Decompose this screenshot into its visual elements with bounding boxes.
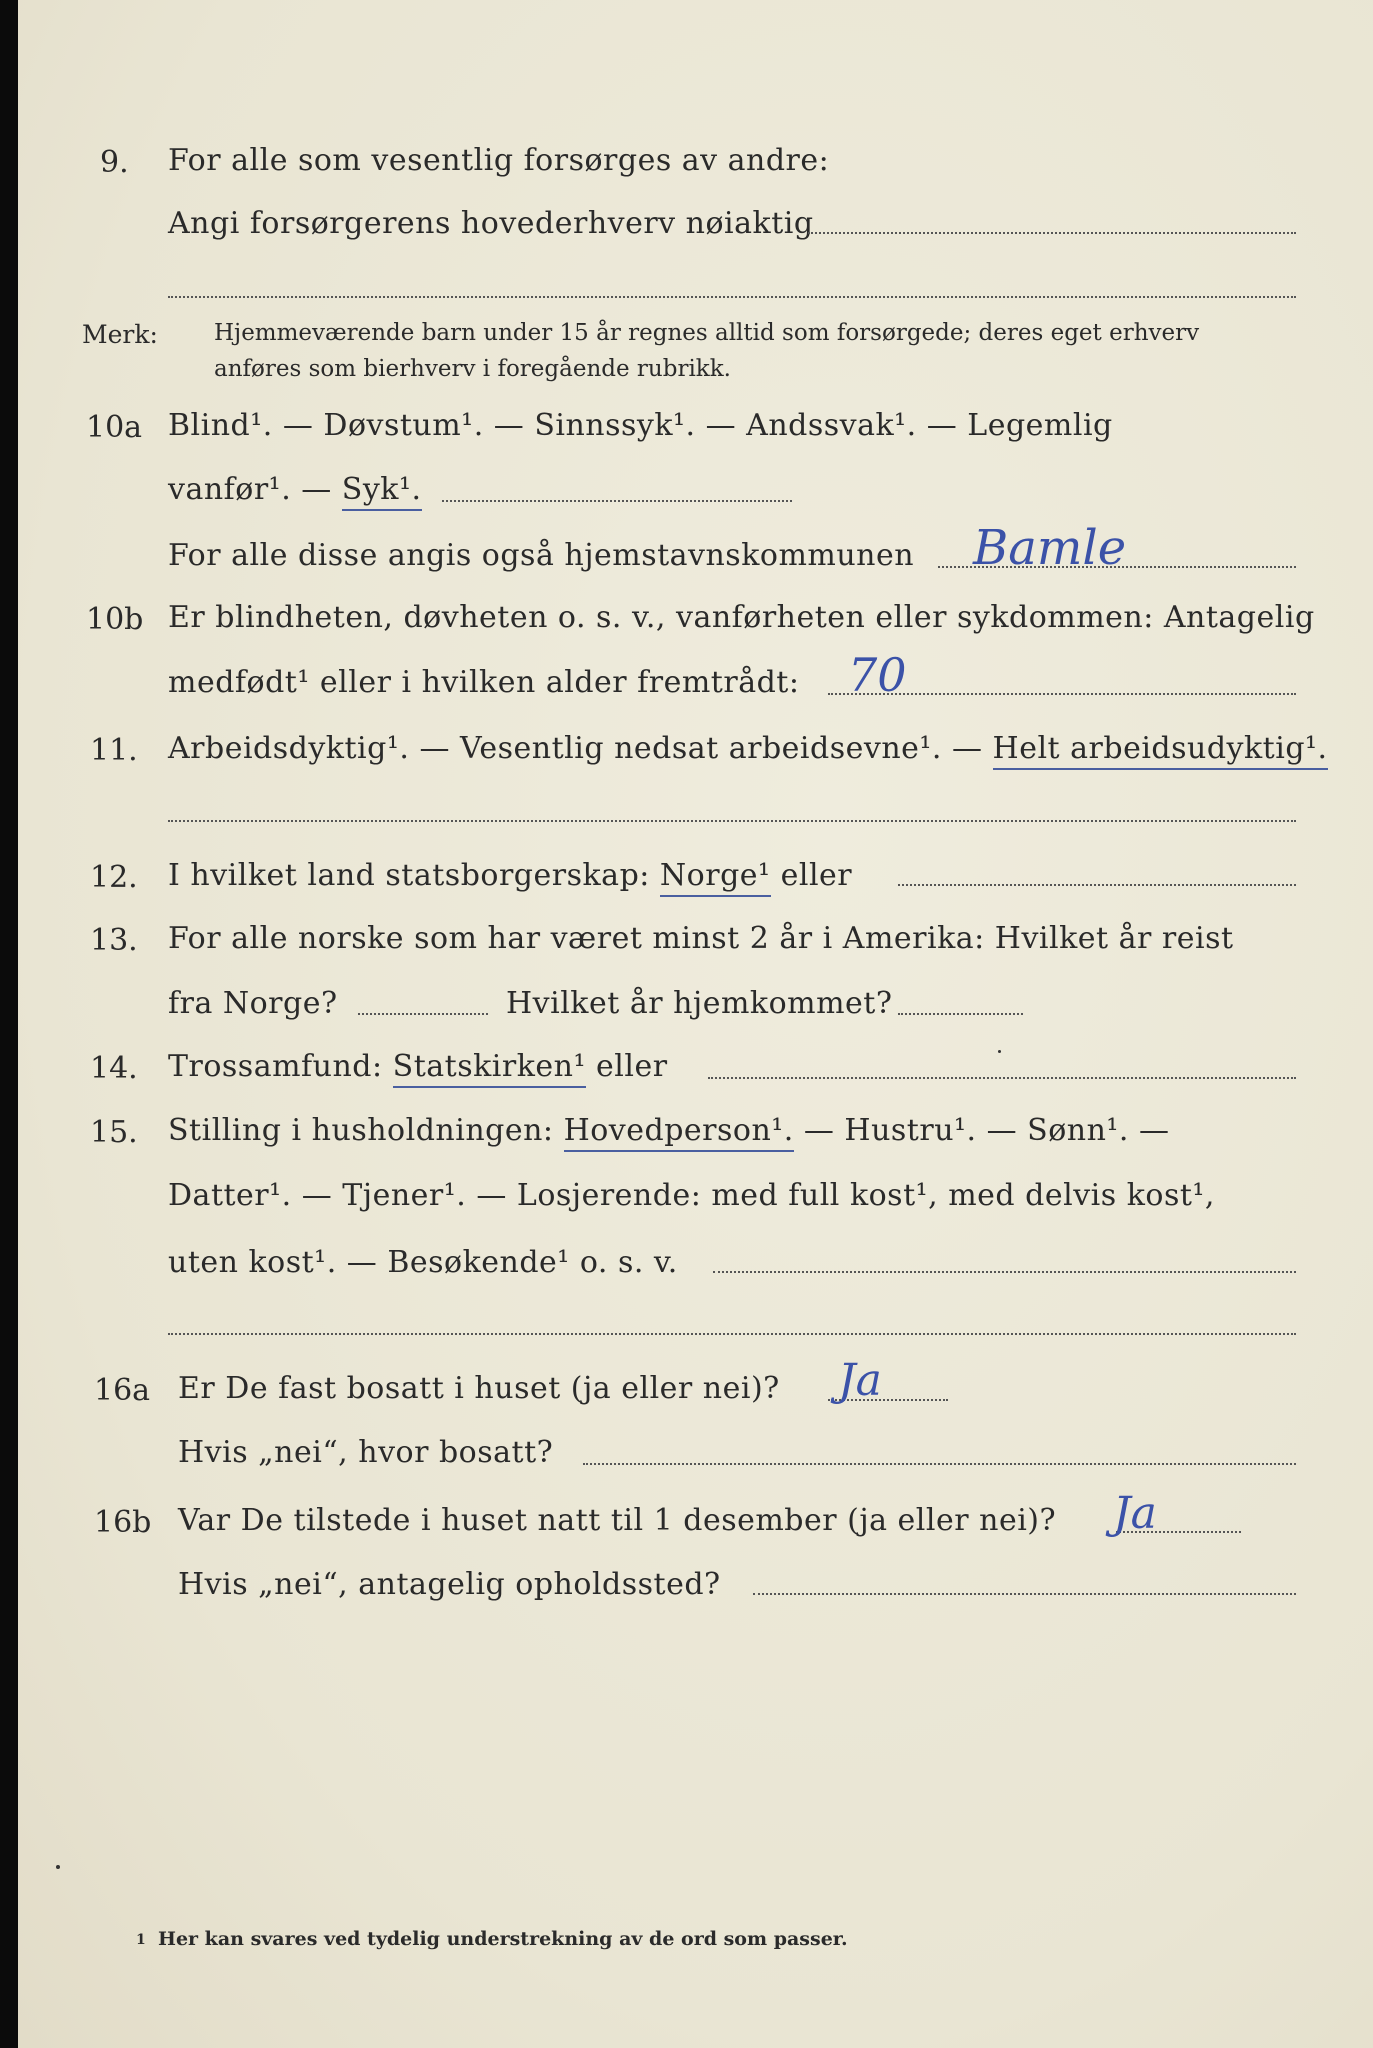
q15-selected: Hovedperson¹.: [564, 1113, 794, 1152]
footnote-text: Her kan svares ved tydelig understrekning av de ord som passer.: [158, 1928, 848, 1950]
q15-line2: Datter¹. — Tjener¹. — Losjerende: med full kost¹, med delvis kost¹,: [168, 1178, 1215, 1213]
question-number-9: 9.: [100, 145, 129, 180]
q16a-bosatt-line[interactable]: [583, 1463, 1296, 1465]
merk-line2: anføres som bierhverv i foregående rubrikk.: [214, 356, 731, 382]
q12-eller: eller: [770, 858, 853, 893]
q11-selected: Helt arbeidsudyktig¹.: [993, 731, 1328, 770]
question-number-16b: 16b: [94, 1505, 152, 1540]
q9-line1: For alle som vesentlig forsørges av andre:: [168, 143, 830, 178]
question-number-11: 11.: [90, 733, 138, 768]
merk-label: Merk:: [82, 320, 158, 349]
q16a-line1: Er De fast bosatt i huset (ja eller nei)?: [178, 1371, 780, 1406]
q10b-line2: medfødt¹ eller i hvilken alder fremtrådt:: [168, 665, 800, 700]
question-number-15: 15.: [90, 1115, 138, 1150]
q13-line2a: fra Norge?: [168, 986, 338, 1021]
q13-reist-line[interactable]: [358, 1013, 488, 1015]
merk-line1: Hjemmeværende barn under 15 år regnes alltid som forsørgede; deres eget erhverv: [214, 320, 1200, 346]
q16b-line1: Var De tilstede i huset natt til 1 desember (ja eller nei)?: [178, 1503, 1057, 1538]
question-number-10b: 10b: [86, 602, 144, 637]
q13-hjemkommet-line[interactable]: [898, 1013, 1023, 1015]
ink-speck-2: [998, 1050, 1001, 1053]
q14-line: [168, 1049, 668, 1084]
q16a-handwritten-answer: Ja: [838, 1355, 882, 1406]
q10a-line2-prefix: vanfør¹. —: [168, 472, 342, 507]
q14-question: Trossamfund:: [168, 1049, 393, 1084]
q16a-line2: Hvis „nei“, hvor bosatt?: [178, 1435, 554, 1470]
q12-question: I hvilket land statsborgerskap:: [168, 858, 660, 893]
q15-answer-line[interactable]: [713, 1271, 1296, 1273]
q15-question: Stilling i husholdningen:: [168, 1113, 564, 1148]
q11-line: [168, 731, 1328, 766]
q14-selected: Statskirken¹: [393, 1049, 586, 1088]
q13-line2b: Hvilket år hjemkommet?: [506, 986, 893, 1021]
q16b-line2: Hvis „nei“, antagelig opholdssted?: [178, 1567, 721, 1602]
q10a-line1: Blind¹. — Døvstum¹. — Sinnssyk¹. — Andssvak¹. — Legemlig: [168, 408, 1113, 443]
form-page: [18, 0, 1373, 2048]
q12-line: [168, 858, 852, 893]
q14-answer-line[interactable]: [708, 1077, 1296, 1079]
q16b-handwritten-answer: Ja: [1113, 1488, 1157, 1539]
q15-line1: [168, 1113, 1170, 1148]
q10a-handwritten-answer: Bamle: [973, 520, 1127, 576]
ink-speck: [56, 1865, 60, 1869]
q10a-syk-line[interactable]: [442, 500, 792, 502]
question-number-16a: 16a: [94, 1373, 151, 1408]
q9-answer-line[interactable]: [808, 232, 1296, 234]
q12-selected: Norge¹: [660, 858, 771, 897]
q14-eller: eller: [585, 1049, 668, 1084]
q15-line3: uten kost¹. — Besøkende¹ o. s. v.: [168, 1245, 678, 1280]
q9-line2: Angi forsørgerens hovederhverv nøiaktig: [168, 206, 814, 241]
q15-line1-rest: — Hustru¹. — Sønn¹. —: [793, 1113, 1170, 1148]
q10a-line2: [168, 472, 422, 507]
q10a-syk-selected: Syk¹.: [342, 472, 422, 511]
q9-answer-line-2[interactable]: [168, 296, 1296, 298]
question-number-13: 13.: [90, 923, 138, 958]
q13-line1: For alle norske som har været minst 2 år i Amerika: Hvilket år reist: [168, 921, 1234, 956]
question-number-10a: 10a: [86, 410, 143, 445]
footnote-mark: 1: [136, 1932, 146, 1948]
q12-answer-line[interactable]: [898, 884, 1296, 886]
q15-answer-line-2[interactable]: [168, 1333, 1296, 1335]
q16b-opholdssted-line[interactable]: [753, 1593, 1296, 1595]
q10b-line1: Er blindheten, døvheten o. s. v., vanførheten eller sykdommen: Antagelig: [168, 600, 1315, 635]
q10b-handwritten-answer: 70: [848, 648, 907, 702]
q10a-line3: For alle disse angis også hjemstavnskommunen: [168, 538, 915, 573]
q11-answer-line[interactable]: [168, 820, 1296, 822]
question-number-12: 12.: [90, 860, 138, 895]
question-number-14: 14.: [90, 1051, 138, 1086]
q11-options: Arbeidsdyktig¹. — Vesentlig nedsat arbeidsevne¹. —: [168, 731, 993, 766]
